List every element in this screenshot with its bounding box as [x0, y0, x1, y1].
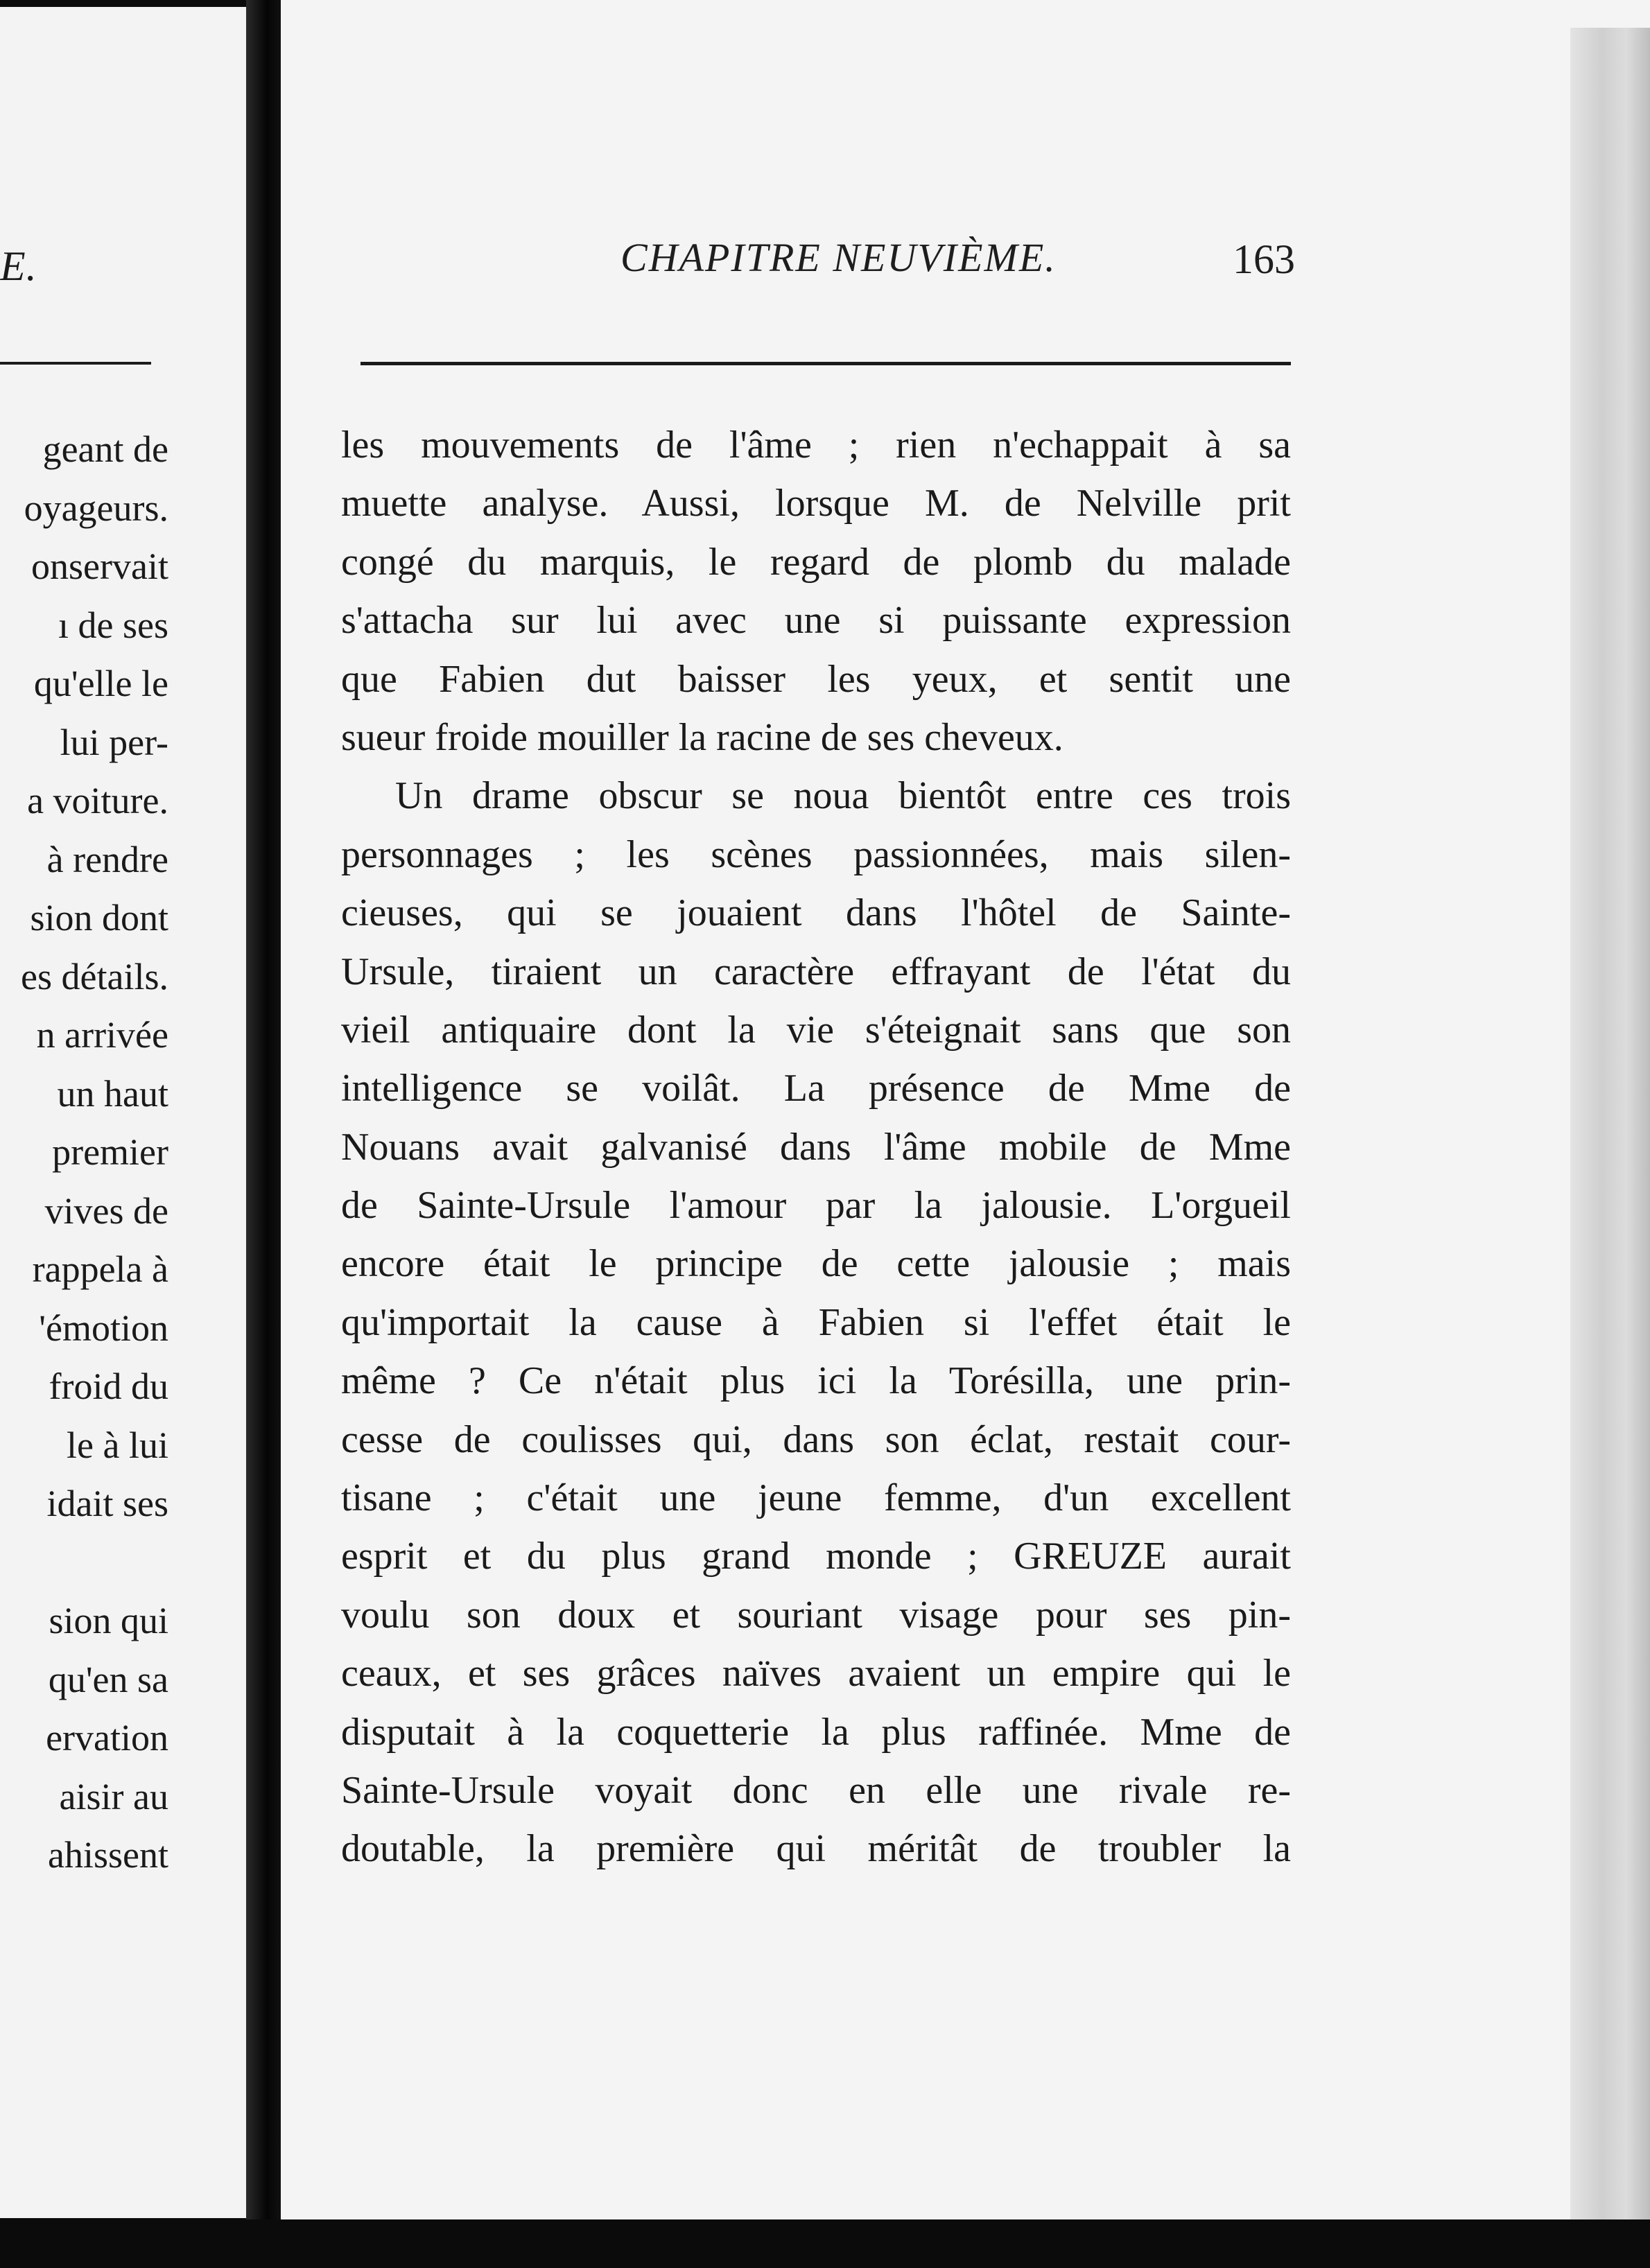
text-line: congé du marquis, le regard de plomb du malade	[341, 540, 1291, 584]
left-page-line: a voiture.	[27, 780, 168, 821]
text-line: voulu son doux et souriant visage pour ses pin-	[341, 1593, 1291, 1637]
left-page-rule	[0, 362, 151, 365]
left-page-line: oyageurs.	[24, 487, 168, 529]
left-page	[0, 7, 246, 2218]
text-line: disputait à la coquetterie la plus raffinée. Mme de	[341, 1710, 1291, 1754]
left-page-line: es détails.	[21, 955, 168, 997]
running-head: CHAPITRE NEUVIÈME.	[620, 235, 1057, 280]
scan-border	[0, 2219, 1650, 2268]
text-line: ceaux, et ses grâces naïves avaient un empire qui le	[341, 1652, 1291, 1695]
header-rule	[361, 362, 1291, 365]
left-page-line: ervation	[46, 1717, 168, 1759]
left-page-text	[0, 420, 168, 1885]
page-number: 163	[1233, 236, 1295, 282]
left-page-line: vives de	[44, 1189, 168, 1232]
text-line: les mouvements de l'âme ; rien n'echappait à sa	[341, 424, 1291, 466]
text-line: que Fabien dut baisser les yeux, et sentit une	[341, 657, 1291, 701]
left-page-line: lui per-	[60, 721, 168, 763]
left-page-line: onservait	[31, 546, 168, 587]
page-edge	[1570, 28, 1650, 2239]
left-page-header-fragment: E.	[0, 243, 37, 289]
text-line: sueur froide mouiller la racine de ses cheveux.	[341, 715, 1063, 759]
left-page-line: rappela à	[32, 1248, 168, 1290]
left-page-line: qu'en sa	[48, 1658, 168, 1700]
text-line: doutable, la première qui méritât de troubler la	[341, 1827, 1291, 1871]
text-line: cesse de coulisses qui, dans son éclat, restait cour-	[341, 1418, 1291, 1461]
left-page-line: aisir au	[59, 1775, 168, 1817]
left-page-line: n arrivée	[36, 1014, 168, 1056]
text-line: intelligence se voilât. La présence de Mme de	[341, 1067, 1291, 1110]
text-line: cieuses, qui se jouaient dans l'hôtel de Sainte-	[341, 891, 1291, 935]
left-page-line: geant de	[42, 428, 168, 470]
left-page-line: premier	[52, 1131, 168, 1173]
text-line: encore était le principe de cette jalousie ; mais	[341, 1242, 1291, 1286]
left-page-line: le à lui	[67, 1424, 168, 1466]
left-page-line: froid du	[49, 1366, 168, 1407]
left-page-line: idait ses	[46, 1483, 168, 1524]
left-page-line: ahissent	[48, 1834, 168, 1876]
left-page-line: un haut	[57, 1072, 168, 1115]
text-line: Un drame obscur se noua bientôt entre ces trois	[395, 774, 1291, 818]
text-line: muette analyse. Aussi, lorsque M. de Nelville prit	[341, 482, 1291, 525]
text-line: Nouans avait galvanisé dans l'âme mobile de Mme	[341, 1125, 1291, 1169]
book-spine	[246, 0, 281, 2268]
text-line: esprit et du plus grand monde ; GREUZE aurait	[341, 1535, 1291, 1578]
left-page-line: à rendre	[46, 838, 168, 880]
left-page-line: ı de ses	[58, 604, 168, 646]
left-page-line: sion dont	[30, 897, 168, 939]
text-line: Sainte-Ursule voyait donc en elle une rivale re-	[341, 1768, 1291, 1812]
text-line: même ? Ce n'était plus ici la Torésilla, une prin-	[341, 1359, 1291, 1403]
text-line: personnages ; les scènes passionnées, mais silen-	[341, 832, 1291, 876]
text-line: vieil antiquaire dont la vie s'éteignait sans que son	[341, 1008, 1291, 1052]
body-text	[341, 416, 1291, 1878]
text-line: de Sainte-Ursule l'amour par la jalousie. L'orgueil	[341, 1184, 1291, 1228]
left-page-line: qu'elle le	[33, 663, 168, 704]
left-page-line: 'émotion	[39, 1307, 168, 1349]
text-line: tisane ; c'était une jeune femme, d'un excellent	[341, 1476, 1291, 1520]
left-page-line: sion qui	[49, 1600, 168, 1641]
text-line: Ursule, tiraient un caractère effrayant de l'état du	[341, 950, 1291, 993]
left-page-line	[0, 1533, 168, 1592]
text-line: s'attacha sur lui avec une si puissante expression	[341, 599, 1291, 643]
text-line: qu'importait la cause à Fabien si l'effet était le	[341, 1300, 1291, 1344]
